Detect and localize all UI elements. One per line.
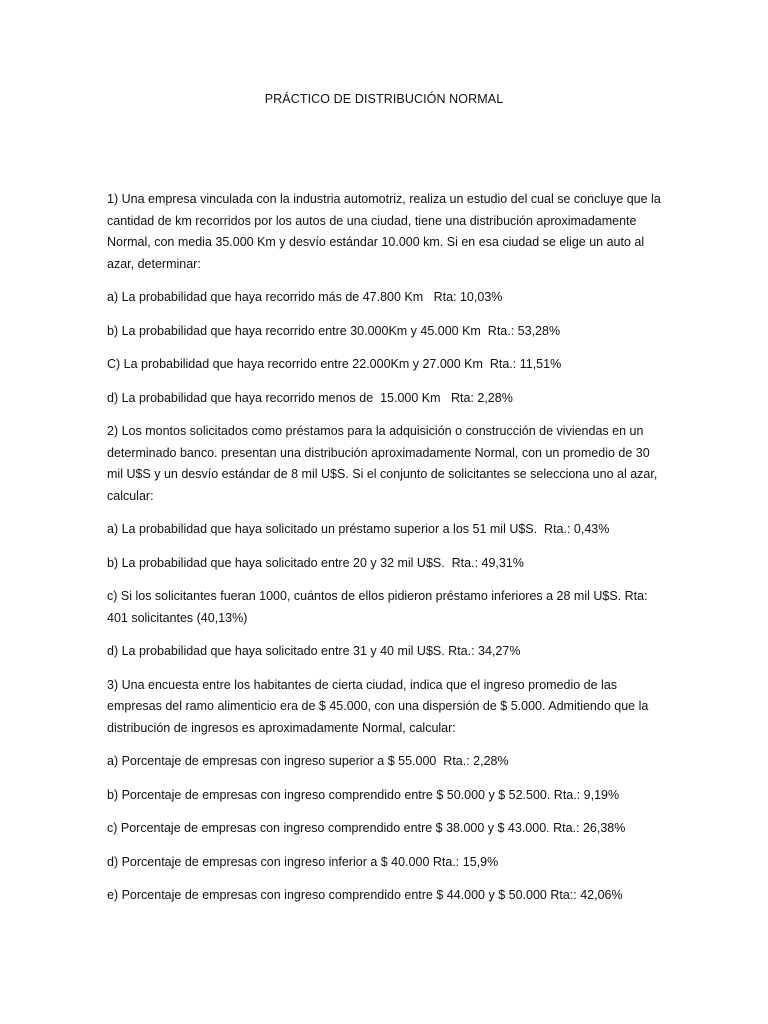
problem-2-statement: 2) Los montos solicitados como préstamos para la adquisición o construcción de viviendas en un determinado banco. presentan una distribución aproximadamente Normal, con un promedio de 30 mil U$S y un desvío estándar de 8 mil U$S. Si el conjunto de solicitantes se selecciona uno al azar, calcular: [107, 424, 661, 503]
problem-2-item-c: c) Si los solicitantes fueran 1000, cuántos de ellos pidieron préstamo inferiores a 28 mil U$S. Rta: 401 solicitantes (40,13%) [107, 589, 652, 625]
problem-3-item-a: a) Porcentaje de empresas con ingreso superior a $ 55.000 Rta.: 2,28% [107, 754, 509, 768]
problem-3-item-c: c) Porcentaje de empresas con ingreso comprendido entre $ 38.000 y $ 43.000. Rta.: 26,38% [107, 821, 626, 835]
problem-3-item-d: d) Porcentaje de empresas con ingreso inferior a $ 40.000 Rta.: 15,9% [107, 854, 499, 869]
document-body [107, 189, 667, 919]
problem-2-item-d: d) La probabilidad que haya solicitado entre 31 y 40 mil U$S. Rta.: 34,27% [107, 644, 521, 658]
problem-2-item-b: b) La probabilidad que haya solicitado entre 20 y 32 mil U$S. Rta.: 49,31% [107, 555, 524, 570]
problem-1-item-b: b) La probabilidad que haya recorrido entre 30.000Km y 45.000 Km Rta.: 53,28% [107, 323, 561, 338]
problem-3-statement: 3) Una encuesta entre los habitantes de cierta ciudad, indica que el ingreso promedio de las empresas del ramo alimenticio era de $ 45.000, con una dispersión de $ 5.000. Admitiendo que la distribución de ingresos es aproximadamente Normal, calcular: [107, 677, 652, 735]
problem-1-item-c: C) La probabilidad que haya recorrido entre 22.000Km y 27.000 Km Rta.: 11,51% [107, 357, 562, 371]
problem-1-item-d: d) La probabilidad que haya recorrido menos de 15.000 Km Rta: 2,28% [107, 390, 513, 405]
problem-3-item-b: b) Porcentaje de empresas con ingreso comprendido entre $ 50.000 y $ 52.500. Rta.: 9,19% [107, 787, 620, 802]
document-title: PRÁCTICO DE DISTRIBUCIÓN NORMAL [264, 92, 504, 106]
problem-3-item-e: e) Porcentaje de empresas con ingreso comprendido entre $ 44.000 y $ 50.000 Rta:: 42,06% [107, 888, 623, 902]
problem-1-statement: 1) Una empresa vinculada con la industria automotriz, realiza un estudio del cual se concluye que la cantidad de km recorridos por los autos de una ciudad, tiene una distribución aproximadamente Normal, con media 35.000 Km y desvío estándar 10.000 km. Si en esa ciudad se elige un auto al azar, determinar: [107, 192, 665, 271]
problem-1-item-a: a) La probabilidad que haya recorrido más de 47.800 Km Rta: 10,03% [107, 290, 503, 304]
problem-2-item-a: a) La probabilidad que haya solicitado un préstamo superior a los 51 mil U$S. Rta.: 0,43% [107, 522, 610, 536]
